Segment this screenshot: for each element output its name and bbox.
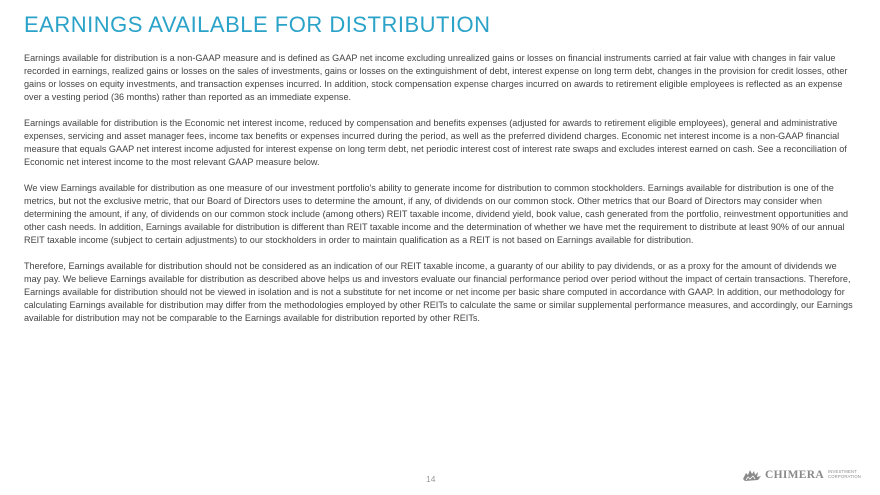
page-number: 14 bbox=[426, 474, 436, 484]
logo-subtitle-line2: CORPORATION bbox=[827, 474, 862, 479]
paragraph-investment-portfolio: We view Earnings available for distribution as one measure of our investment portfolio's ability to generate income for distribution to common stockholders. Earnings available for distribution is one of the metrics, but not the exclusive metric, that our Board of Directors uses to determine the amount, if any, of dividends on our common stock. Other metrics that our Board of Directors may consider when determining the amount, if any, of dividends on our common stock include (among others) REIT taxable income, dividend yield, book value, cash generated from the portfolio, reinvestment opportunities and other cash needs. In addition, Earnings available for distribution is different than REIT taxable income and the determination of whether we have met the requirement to distribute at least 90% of our annual REIT taxable income (subject to certain adjustments) to our stockholders in order to maintain qualification as a REIT is not based on Earnings available for distribution. bbox=[24, 183, 849, 245]
paragraph-disclaimer: Therefore, Earnings available for distribution should not be considered as an indication of our REIT taxable income, a guaranty of our ability to pay dividends, or as a proxy for the amount of dividends we may pay. We believe Earnings available for distribution as described above helps us and investors evaluate our financial performance period over period without the impact of certain transactions. Therefore, Earnings available for distribution should not be viewed in isolation and is not a substitute for net income or net income per basic share computed in accordance with GAAP. In addition, our methodology for calculating Earnings available for distribution may differ from the methodologies employed by other REITs to calculate the same or similar supplemental performance measures, and accordingly, our Earnings available for distribution may not be comparable to the Earnings available for distribution reported by other REITs. bbox=[24, 261, 853, 323]
logo-name: CHIMERA bbox=[765, 469, 824, 481]
body-text bbox=[24, 52, 856, 338]
paragraph-economic-net-interest: Earnings available for distribution is the Economic net interest income, reduced by compensation and benefits expenses (adjusted for awards to retirement eligible employees), general and administrative expenses, servicing and asset manager fees, income tax benefits or expenses incurred during the period, as well as the preferred dividend charges. Economic net interest income is a non-GAAP financial measure that equals GAAP net interest income adjusted for interest expense on long term debt, net periodic interest cost of interest rate swaps and excludes interest earned on cash. See a reconciliation of Economic net interest income to the most relevant GAAP measure below. bbox=[24, 118, 847, 167]
slide-title: EARNINGS AVAILABLE FOR DISTRIBUTION bbox=[24, 12, 491, 37]
chimera-emblem-icon bbox=[742, 467, 762, 483]
logo-subtitle bbox=[828, 470, 861, 479]
logo-subtitle-line1: INVESTMENT bbox=[827, 469, 857, 475]
paragraph-definition: Earnings available for distribution is a non-GAAP measure and is defined as GAAP net income excluding unrealized gains or losses on financial instruments carried at fair value with changes in fair value recorded in earnings, realized gains or losses on the sales of investments, gains or losses on the extinguishment of debt, interest expense on long term debt, changes in the provision for credit losses, other gains or losses on equity investments, and transaction expenses incurred. In addition, stock compensation expense charges incurred on awards to retirement eligible employees is reflected as an expense over a vesting period (36 months) rather than reported as an immediate expense. bbox=[24, 53, 848, 102]
company-logo bbox=[742, 466, 861, 484]
